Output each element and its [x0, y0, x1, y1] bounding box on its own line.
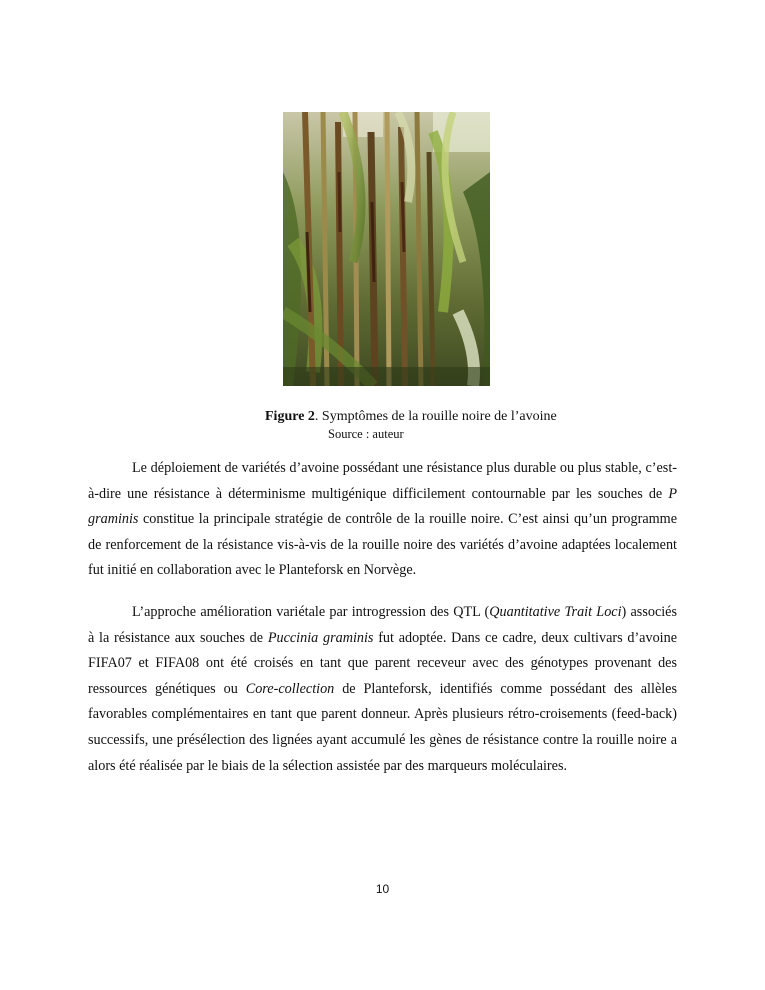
figure-caption-text: . Symptômes de la rouille noire de l’avoine: [314, 409, 557, 424]
oat-stem-rust-photo: [283, 112, 490, 386]
paragraph-1-italic-species: P graminis: [88, 485, 677, 528]
paragraph-2-italic-core-collection: Core-collection: [245, 680, 335, 697]
paragraph-2-text-c: fut adoptée. Dans ce cadre, deux cultivars d’avoine FIFA07 et FIFA08 ont été croisés en tant que parent receveur avec des génotypes provenant des ressources génétiques ou: [88, 629, 677, 697]
figure-label: Figure 2: [265, 409, 315, 424]
paragraph-2-text-a: L’approche amélioration variétale par introgression des QTL (: [132, 604, 490, 620]
paragraph-2-text-d: de Planteforsk, identifiés comme possédant des allèles favorables complémentaires en tant que parent donneur. Après plusieurs rétro-croisements (feed-back) successifs, une présélection des lignées ayant accumulé les gènes de résistance contre la rouille noire a alors été réalisée par le biais de la sélection assistée par des marqueurs moléculaires.: [88, 680, 677, 774]
figure-caption-line: [265, 408, 557, 425]
paragraph-1-text-b: constitue la principale stratégie de contrôle de la rouille noire. C’est ainsi qu’un programme de renforcement de la résistance vis-à-vis de la rouille noire des variétés d’avoine adaptées localement fut initié en collaboration avec le Planteforsk en Norvège.: [88, 511, 677, 579]
oat-plants-image: [283, 112, 490, 386]
paragraph-1: [88, 456, 677, 584]
page-number: 10: [375, 882, 390, 896]
paragraph-2-italic-qtl: Quantitative Trait Loci: [489, 604, 622, 620]
paragraph-1-text-a: Le déploiement de variétés d’avoine possédant une résistance plus durable ou plus stable, c’est-à-dire une résistance à déterminisme multigénique difficilement contournable par les souches de: [88, 460, 677, 502]
paragraph-2-text-b: ) associés à la résistance aux souches de: [88, 604, 677, 646]
paragraph-2: [88, 600, 677, 779]
paragraph-2-italic-species: Puccinia graminis: [267, 629, 374, 646]
figure-source: Source : auteur: [328, 427, 404, 441]
